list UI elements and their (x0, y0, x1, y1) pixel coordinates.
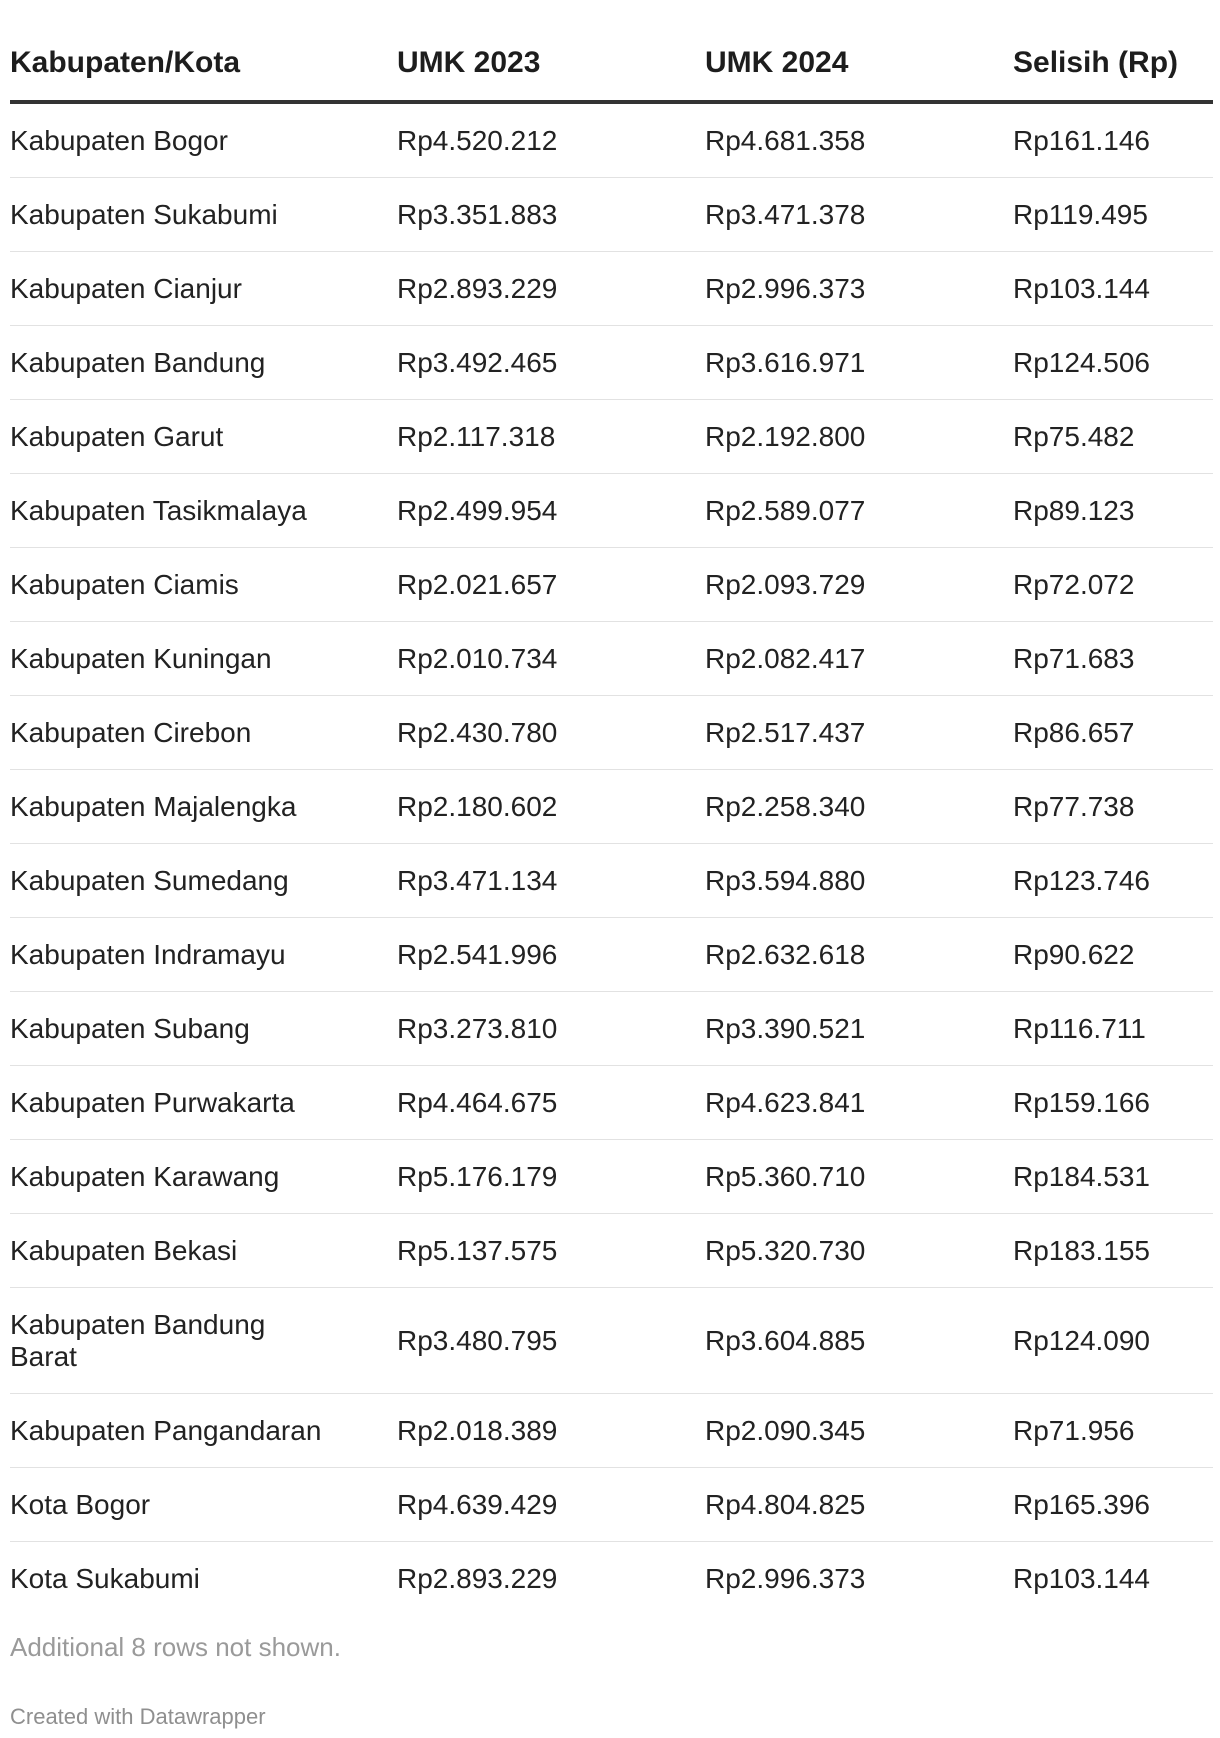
difference-cell: Rp123.746 (1013, 844, 1213, 918)
table-row (10, 1468, 1213, 1542)
umk-2024-cell: Rp5.320.730 (705, 1214, 1013, 1288)
umk-2024-cell: Rp4.623.841 (705, 1066, 1013, 1140)
difference-cell: Rp161.146 (1013, 102, 1213, 178)
umk-2024-cell: Rp4.804.825 (705, 1468, 1013, 1542)
difference-cell: Rp75.482 (1013, 400, 1213, 474)
umk-2023-cell: Rp2.541.996 (397, 918, 705, 992)
umk-2023-cell: Rp5.137.575 (397, 1214, 705, 1288)
difference-cell: Rp103.144 (1013, 1562, 1151, 1594)
difference-cell: Rp71.956 (1013, 1394, 1213, 1468)
table-notes: Additional 8 rows not shown. (10, 1632, 341, 1662)
umk-2023-cell: Rp4.639.429 (397, 1468, 705, 1542)
umk-2023-cell: Rp3.351.883 (397, 178, 705, 252)
region-cell: Kabupaten Cianjur (10, 252, 397, 326)
table-row (10, 1066, 1213, 1140)
umk-2023-cell: Rp2.010.734 (397, 622, 705, 696)
region-cell: Kabupaten Indramayu (10, 918, 397, 992)
table-row (10, 548, 1213, 622)
table-row (10, 696, 1213, 770)
table-row (10, 178, 1213, 252)
table-row (10, 1214, 1213, 1288)
region-cell: Kabupaten Tasikmalaya (10, 474, 397, 548)
region-cell: Kabupaten Purwakarta (10, 1066, 397, 1140)
difference-cell: Rp90.622 (1013, 918, 1213, 992)
table-row (10, 992, 1213, 1066)
region-cell: Kabupaten Majalengka (10, 770, 397, 844)
table-row (10, 1542, 1213, 1616)
umk-2023-cell: Rp3.492.465 (397, 326, 705, 400)
region-cell: Kabupaten Garut (10, 400, 397, 474)
umk-2024-cell: Rp2.082.417 (705, 622, 1013, 696)
difference-cell: Rp72.072 (1013, 548, 1213, 622)
table-row (10, 252, 1213, 326)
umk-2023-cell: Rp2.021.657 (397, 548, 705, 622)
difference-cell: Rp86.657 (1013, 696, 1213, 770)
table-row (10, 326, 1213, 400)
umk-2024-cell: Rp3.471.378 (705, 178, 1013, 252)
table-header-row (10, 26, 1213, 102)
umk-2023-cell: Rp2.180.602 (397, 770, 705, 844)
column-header-region[interactable]: Kabupaten/Kota (10, 26, 397, 102)
umk-2023-cell: Rp5.176.179 (397, 1140, 705, 1214)
umk-2024-cell: Rp3.594.880 (705, 844, 1013, 918)
umk-table (10, 26, 1213, 1615)
umk-2023-cell: Rp4.520.212 (397, 102, 705, 178)
umk-2024-cell: Rp2.996.373 (705, 252, 1013, 326)
region-cell: Kabupaten Kuningan (10, 622, 397, 696)
umk-2024-cell: Rp3.616.971 (705, 326, 1013, 400)
umk-2024-cell: Rp2.517.437 (705, 696, 1013, 770)
difference-cell: Rp103.144 (1013, 252, 1213, 326)
table-row (10, 622, 1213, 696)
umk-2023-cell: Rp3.273.810 (397, 992, 705, 1066)
region-cell: Kabupaten Bandung (10, 326, 397, 400)
umk-2024-cell: Rp4.681.358 (705, 102, 1013, 178)
region-cell: Kabupaten Subang (10, 992, 397, 1066)
umk-2023-cell: Rp2.499.954 (397, 474, 705, 548)
umk-2024-cell: Rp2.192.800 (705, 400, 1013, 474)
region-cell: Kabupaten Pangandaran (10, 1394, 397, 1468)
umk-2024-cell: Rp3.390.521 (705, 992, 1013, 1066)
umk-2023-cell: Rp3.480.795 (397, 1288, 705, 1394)
region-cell: Kota Bogor (10, 1468, 397, 1542)
table-row (10, 1288, 1213, 1394)
column-header-umk-2024[interactable]: UMK 2024 (705, 26, 1013, 102)
umk-2024-cell: Rp2.258.340 (705, 770, 1013, 844)
difference-cell: Rp165.396 (1013, 1468, 1213, 1542)
table-row (10, 1140, 1213, 1214)
umk-2023-cell: Rp2.117.318 (397, 400, 705, 474)
umk-2023-cell: Rp2.893.229 (397, 1562, 558, 1594)
table-row (10, 102, 1213, 178)
credit-line: Created with Datawrapper (10, 1704, 266, 1729)
difference-cell: Rp116.711 (1013, 992, 1213, 1066)
umk-2024-cell: Rp2.090.345 (705, 1394, 1013, 1468)
region-cell: Kota Sukabumi (10, 1562, 200, 1594)
difference-cell: Rp77.738 (1013, 770, 1213, 844)
column-header-difference[interactable]: Selisih (Rp) (1013, 26, 1213, 102)
difference-cell: Rp159.166 (1013, 1066, 1213, 1140)
region-cell: Kabupaten Sumedang (10, 844, 397, 918)
table-row (10, 918, 1213, 992)
umk-2024-cell: Rp2.632.618 (705, 918, 1013, 992)
umk-2024-cell: Rp2.093.729 (705, 548, 1013, 622)
umk-2024-cell: Rp5.360.710 (705, 1140, 1013, 1214)
umk-2023-cell: Rp4.464.675 (397, 1066, 705, 1140)
umk-2023-cell: Rp2.430.780 (397, 696, 705, 770)
region-cell: Kabupaten Bogor (10, 102, 397, 178)
difference-cell: Rp119.495 (1013, 178, 1213, 252)
difference-cell: Rp184.531 (1013, 1140, 1213, 1214)
table-row (10, 844, 1213, 918)
region-cell: Kabupaten Bandung Barat (10, 1288, 397, 1394)
umk-2024-cell: Rp3.604.885 (705, 1288, 1013, 1394)
table-row (10, 770, 1213, 844)
umk-2023-cell: Rp3.471.134 (397, 844, 705, 918)
table-row (10, 1394, 1213, 1468)
umk-2023-cell: Rp2.018.389 (397, 1394, 705, 1468)
column-header-umk-2023[interactable]: UMK 2023 (397, 26, 705, 102)
region-cell: Kabupaten Cirebon (10, 696, 397, 770)
table-body (10, 102, 1213, 1615)
region-cell: Kabupaten Karawang (10, 1140, 397, 1214)
table-row (10, 400, 1213, 474)
region-cell: Kabupaten Sukabumi (10, 178, 397, 252)
region-cell: Kabupaten Ciamis (10, 548, 397, 622)
difference-cell: Rp124.506 (1013, 326, 1213, 400)
difference-cell: Rp89.123 (1013, 474, 1213, 548)
difference-cell: Rp71.683 (1013, 622, 1213, 696)
table-row (10, 474, 1213, 548)
umk-2023-cell: Rp2.893.229 (397, 252, 705, 326)
umk-2024-cell: Rp2.589.077 (705, 474, 1013, 548)
difference-cell: Rp124.090 (1013, 1288, 1213, 1394)
difference-cell: Rp183.155 (1013, 1214, 1213, 1288)
region-cell: Kabupaten Bekasi (10, 1214, 397, 1288)
umk-2024-cell: Rp2.996.373 (705, 1562, 866, 1594)
